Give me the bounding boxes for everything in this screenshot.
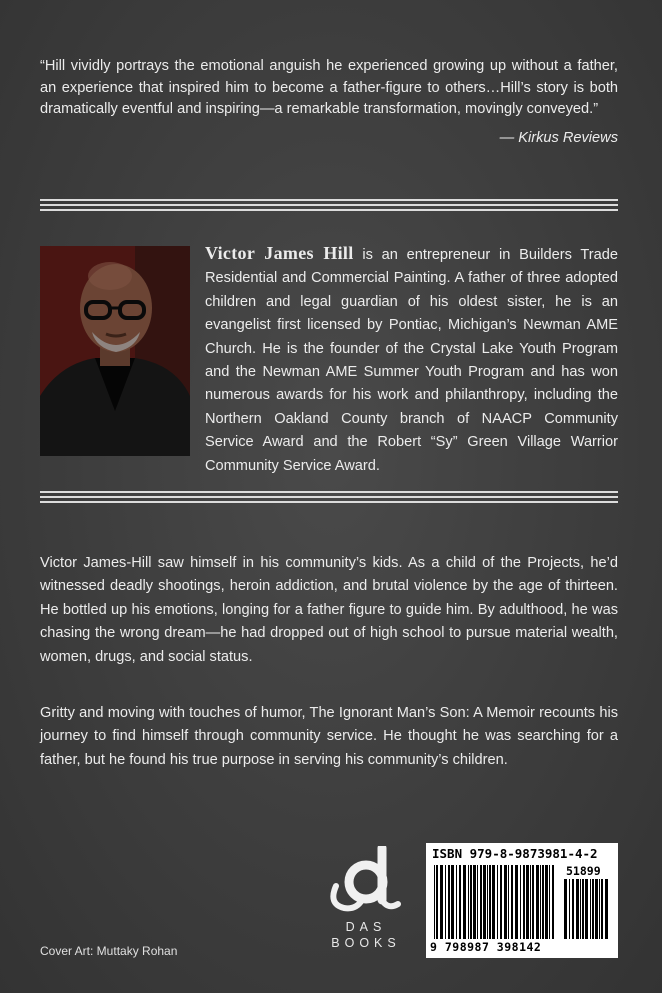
isbn-label: ISBN 979-8-9873981-4-2 bbox=[432, 846, 598, 861]
isbn-barcode bbox=[434, 865, 558, 939]
divider-top bbox=[40, 199, 618, 212]
barcode-box bbox=[426, 843, 618, 958]
author-name: Victor James Hill bbox=[205, 243, 354, 263]
cover-art-credit: Cover Art: Muttaky Rohan bbox=[40, 944, 178, 958]
review-quote: “Hill vividly portrays the emotional anguish he experienced growing up without a father, an experience that inspired him to become a father-figure to others…Hill’s story is both dramatically eventful and inspiring—a remarkable transformation, movingly conveyed.” bbox=[40, 58, 618, 117]
price-barcode bbox=[564, 879, 612, 939]
ean-digits: 9 798987 398142 bbox=[430, 940, 542, 954]
das-books-logo-icon bbox=[322, 846, 410, 916]
divider-bottom bbox=[40, 491, 618, 504]
author-photo bbox=[40, 246, 190, 456]
price-code: 51899 bbox=[566, 864, 601, 878]
publisher-name-line2: BOOKS bbox=[331, 936, 401, 950]
author-bio-text: is an entrepreneur in Builders Trade Residential and Commercial Painting. A father of three adopted children and legal guardian of his oldest sister, he is an evangelist first licensed by Pontiac, Michigan’s Newman AME Church. He is the founder of the Crystal Lake Youth Program and the Newman AME Summer Youth Program and has won numerous awards for his work and philanthropy, including the Northern Oakland County branch of NAACP Community Service Award and the Robert “Sy” Green Village Warrior Community Service Award. bbox=[205, 247, 618, 474]
description-paragraph-1: Victor James-Hill saw himself in his community’s kids. As a child of the Projects, he’d witnessed deadly shootings, heroin addiction, and brutal violence by the age of thirteen. He bottled up his emotions, longing for a father figure to guide him. By adulthood, he was chasing the wrong dream—he had dropped out of high school to pursue material wealth, women, drugs, and social status. bbox=[40, 555, 618, 665]
publisher-logo bbox=[322, 846, 410, 950]
description-paragraph-2: Gritty and moving with touches of humor, The Ignorant Man’s Son: A Memoir recounts his journey to find himself through community service. He thought he was searching for a father, but he found his true purpose in serving his community’s children. bbox=[40, 705, 618, 768]
publisher-name-line1: DAS bbox=[345, 920, 387, 934]
review-source: — Kirkus Reviews bbox=[499, 130, 618, 146]
author-bio bbox=[205, 242, 618, 478]
